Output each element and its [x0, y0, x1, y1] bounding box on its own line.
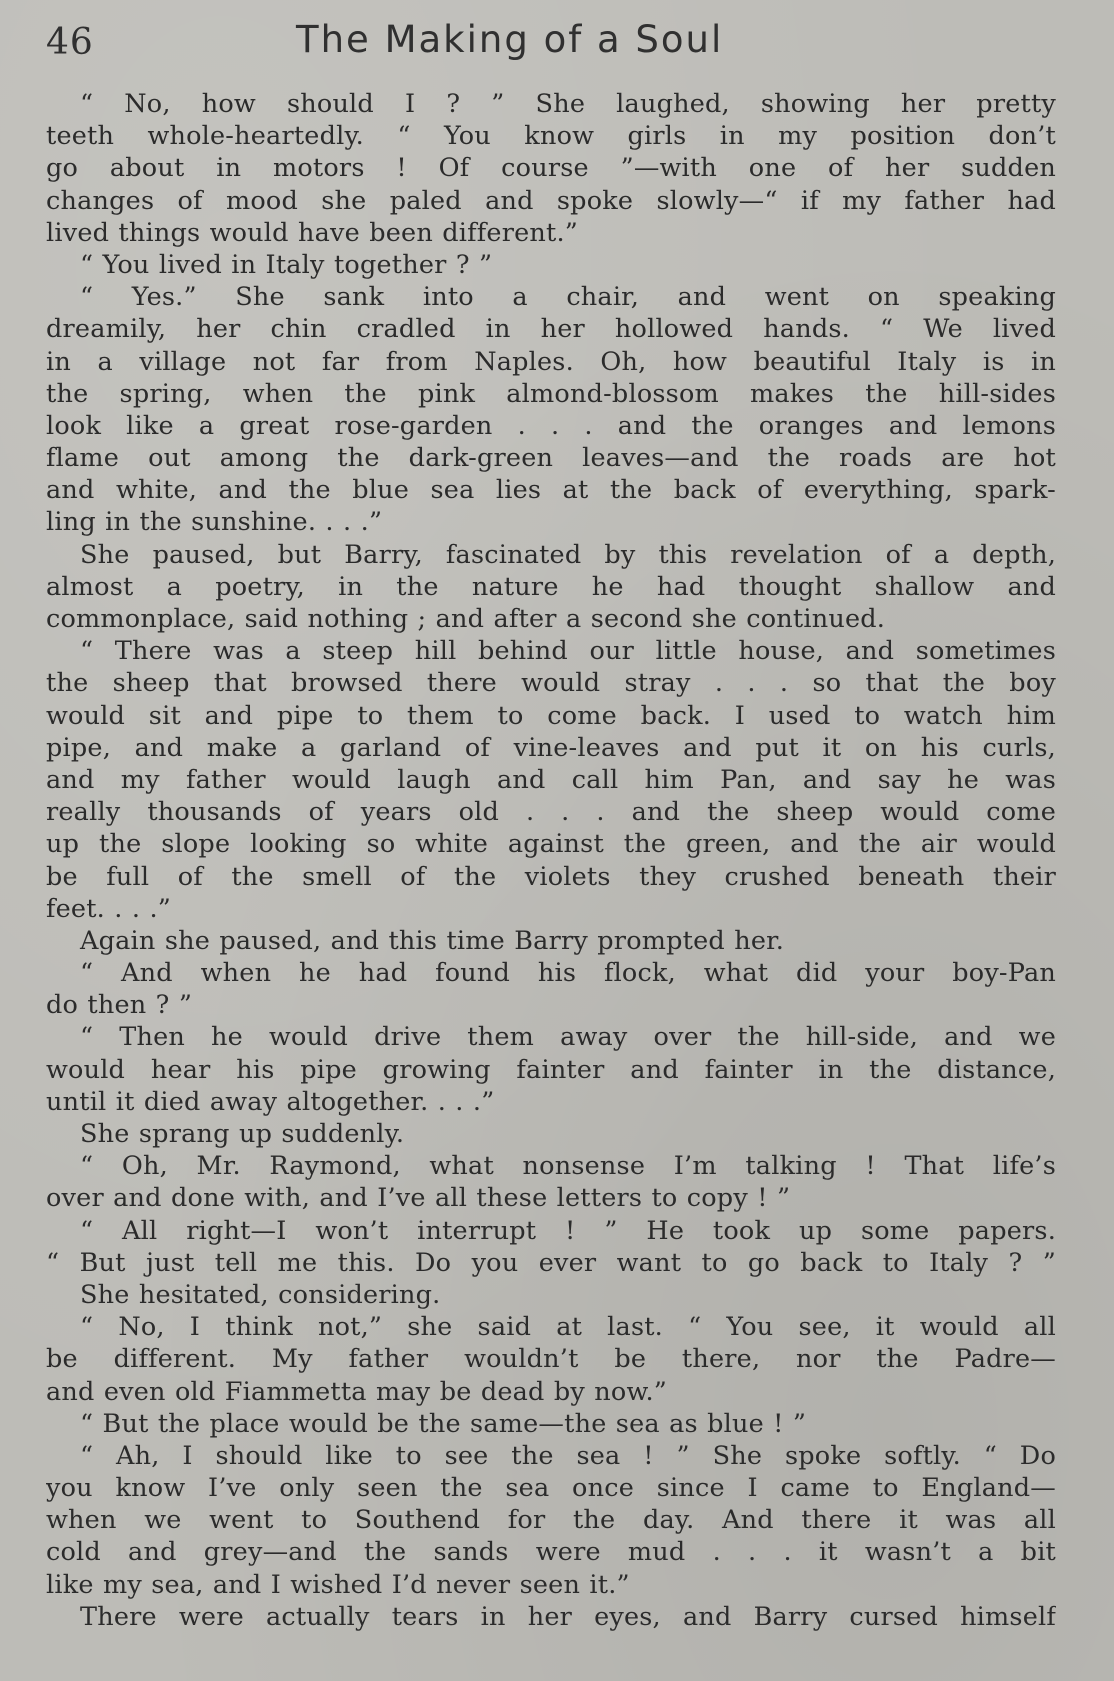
text-line: and white, and the blue sea lies at the back of everything, spark-	[46, 475, 1056, 506]
text-line: She paused, but Barry, fascinated by this revelation of a depth,	[80, 539, 1056, 570]
text-line: almost a poetry, in the nature he had thought shallow and	[46, 571, 1056, 602]
text-line: you know I’ve only seen the sea once since I came to England—	[46, 1473, 1056, 1504]
text-line: “ All right—I won’t interrupt ! ” He took up some papers.	[80, 1215, 1056, 1246]
text-line: go about in motors ! Of course ”—with one of her sudden	[46, 153, 1056, 184]
text-line: “ Oh, Mr. Raymond, what nonsense I’m talking ! That life’s	[80, 1151, 1056, 1182]
page-header	[46, 18, 1056, 68]
text-line: “ But just tell me this. Do you ever want to go back to Italy ? ”	[46, 1247, 1056, 1278]
text-line: dreamily, her chin cradled in her hollowed hands. “ We lived	[46, 314, 1056, 345]
text-line: be full of the smell of the violets they crushed beneath their	[46, 861, 1056, 892]
text-line: be different. My father wouldn’t be there, nor the Padre—	[46, 1344, 1056, 1375]
text-line: cold and grey—and the sands were mud . . . it wasn’t a bit	[46, 1537, 1056, 1568]
text-line: over and done with, and I’ve all these letters to copy ! ”	[46, 1183, 791, 1214]
text-line: “ Then he would drive them away over the hill-side, and we	[80, 1022, 1056, 1053]
text-line: “ Yes.” She sank into a chair, and went on speaking	[80, 282, 1056, 313]
text-line: when we went to Southend for the day. And there it was all	[46, 1505, 1056, 1536]
text-line: “ No, how should I ? ” She laughed, showing her pretty	[80, 89, 1056, 119]
text-line: look like a great rose-garden . . . and the oranges and lemons	[46, 410, 1056, 441]
text-line: really thousands of years old . . . and the sheep would come	[46, 797, 1056, 828]
text-line: the spring, when the pink almond-blossom makes the hill-sides	[46, 378, 1056, 409]
text-line: teeth whole-heartedly. “ You know girls in my position don’t	[46, 121, 1056, 152]
text-line: lived things would have been different.”	[46, 217, 578, 248]
text-line: Again she paused, and this time Barry prompted her.	[80, 925, 785, 956]
text-line: and my father would laugh and call him Pan, and say he was	[46, 764, 1056, 795]
text-line: “ And when he had found his flock, what did your boy-Pan	[80, 958, 1056, 989]
text-line: ling in the sunshine. . . .”	[46, 507, 383, 538]
text-line: “ You lived in Italy together ? ”	[80, 249, 493, 280]
text-line: up the slope looking so white against the green, and the air would	[46, 829, 1056, 860]
text-line: would hear his pipe growing fainter and fainter in the distance,	[46, 1054, 1056, 1085]
text-line: until it died away altogether. . . .”	[46, 1086, 495, 1117]
text-line: in a village not far from Naples. Oh, how beautiful Italy is in	[46, 346, 1056, 377]
page-number: 46	[46, 22, 94, 63]
text-line: do then ? ”	[46, 990, 193, 1021]
text-line: like my sea, and I wished I’d never seen it.”	[46, 1569, 630, 1600]
text-line: “ No, I think not,” she said at last. “ You see, it would all	[80, 1312, 1056, 1343]
text-line: pipe, and make a garland of vine-leaves and put it on his curls,	[46, 732, 1056, 763]
text-line: She sprang up suddenly.	[80, 1119, 405, 1149]
body-text	[46, 88, 1056, 1633]
text-line: “ But the place would be the same—the sea as blue ! ”	[80, 1408, 807, 1439]
text-line: changes of mood she paled and spoke slowly—“ if my father had	[46, 185, 1056, 216]
text-line: commonplace, said nothing ; and after a second she continued.	[46, 604, 886, 634]
text-line: and even old Fiammetta may be dead by now.”	[46, 1376, 668, 1407]
text-line: flame out among the dark-green leaves—and the roads are hot	[46, 443, 1056, 474]
text-line: “ There was a steep hill behind our little house, and sometimes	[80, 636, 1056, 667]
text-line: the sheep that browsed there would stray . . . so that the boy	[46, 668, 1056, 699]
text-line: “ Ah, I should like to see the sea ! ” She spoke softly. “ Do	[80, 1440, 1056, 1471]
text-line: feet. . . .”	[46, 893, 172, 924]
running-title: The Making of a Soul	[296, 18, 724, 61]
text-line: would sit and pipe to them to come back. I used to watch him	[46, 700, 1056, 731]
text-line: She hesitated, considering.	[80, 1279, 441, 1310]
text-line: There were actually tears in her eyes, and Barry cursed himself	[80, 1601, 1056, 1632]
